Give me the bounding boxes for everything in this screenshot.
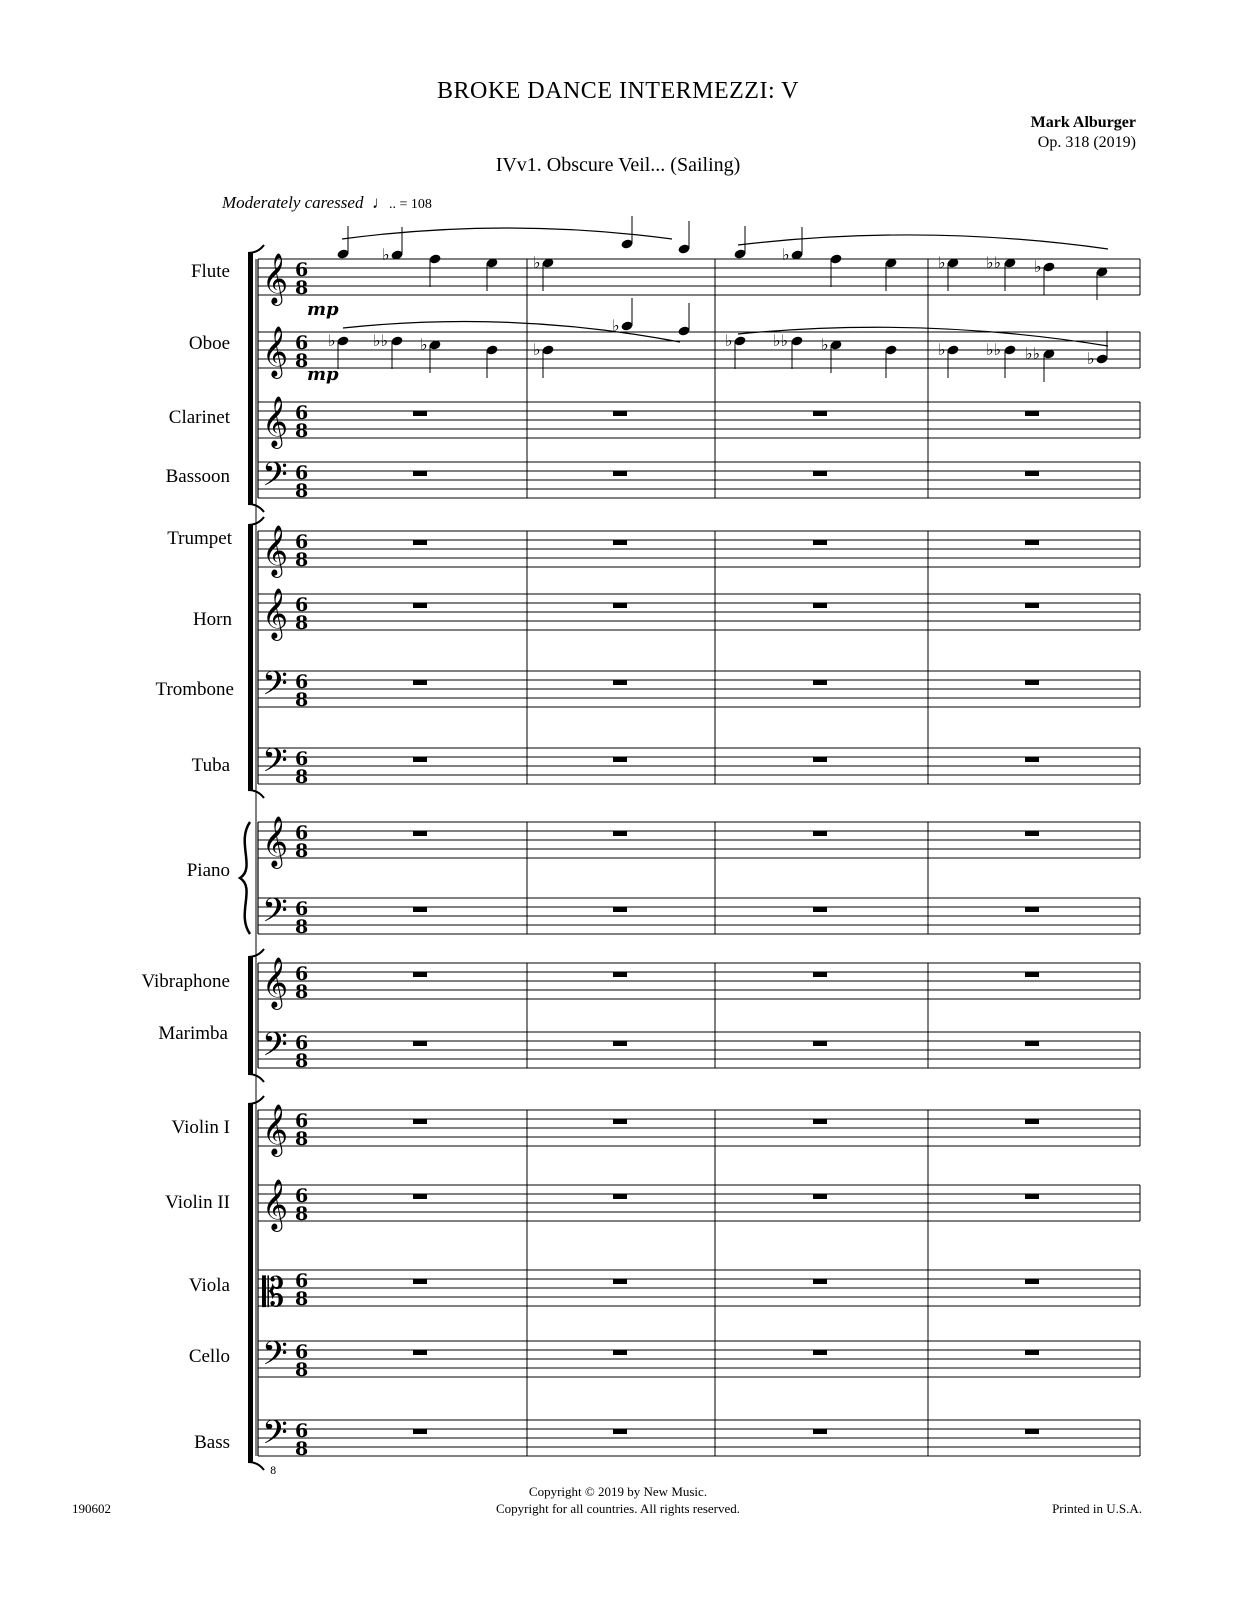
- time-signature-denominator: 8: [295, 916, 309, 938]
- whole-rest: [613, 471, 627, 476]
- instrument-label-marimba: Marimba: [158, 1023, 228, 1044]
- slur: [342, 228, 672, 239]
- whole-rest: [613, 757, 627, 762]
- time-signature-denominator: 8: [295, 420, 309, 442]
- whole-rest: [613, 1119, 627, 1124]
- time-signature-numerator: 6: [295, 1032, 309, 1054]
- whole-rest: [613, 1194, 627, 1199]
- flat-accidental-icon: ♭: [382, 245, 390, 264]
- treble-clef-icon: 𝄞: [262, 957, 289, 1008]
- whole-rest: [813, 680, 827, 685]
- whole-rest: [413, 907, 427, 912]
- time-signature-numerator: 6: [295, 332, 309, 354]
- bracket-hook: [248, 245, 264, 253]
- instrument-label-vibraphone: Vibraphone: [141, 971, 230, 992]
- bracket: [248, 253, 253, 504]
- bracket: [248, 1104, 253, 1462]
- whole-rest: [1025, 907, 1039, 912]
- bass-clef-icon: 𝄢: [262, 456, 288, 502]
- whole-rest: [813, 1279, 827, 1284]
- treble-clef-icon: 𝄞: [262, 525, 289, 576]
- instrument-label-clarinet: Clarinet: [168, 407, 230, 428]
- whole-rest: [613, 1041, 627, 1046]
- flat-accidental-icon: ♭: [612, 316, 620, 335]
- instrument-label-piano: Piano: [186, 860, 230, 881]
- instrument-label-trumpet: Trumpet: [167, 528, 232, 549]
- whole-rest: [413, 471, 427, 476]
- whole-rest: [413, 603, 427, 608]
- time-signature-denominator: 8: [295, 612, 309, 634]
- whole-rest: [1025, 1194, 1039, 1199]
- time-signature-denominator: 8: [295, 350, 309, 372]
- time-signature-denominator: 8: [295, 480, 309, 502]
- whole-rest: [413, 680, 427, 685]
- time-signature-numerator: 6: [295, 1420, 309, 1442]
- time-signature-numerator: 6: [295, 531, 309, 553]
- whole-rest: [1025, 411, 1039, 416]
- time-signature-numerator: 6: [295, 1185, 309, 1207]
- time-signature-numerator: 6: [295, 1110, 309, 1132]
- flat-accidental-icon: ♭♭: [986, 253, 1002, 272]
- whole-rest: [413, 831, 427, 836]
- whole-rest: [613, 540, 627, 545]
- treble-clef-icon: 𝄞: [262, 1179, 289, 1230]
- whole-rest: [813, 757, 827, 762]
- flute-dynamic: mp: [307, 299, 339, 320]
- whole-rest: [413, 1350, 427, 1355]
- time-signature-numerator: 6: [295, 402, 309, 424]
- flat-accidental-icon: ♭: [821, 335, 829, 354]
- time-signature-denominator: 8: [295, 1438, 309, 1460]
- treble-clef-icon: 𝄞: [262, 1104, 289, 1155]
- flat-accidental-icon: ♭♭: [373, 331, 389, 350]
- instrument-label-viola: Viola: [188, 1275, 230, 1296]
- instrument-label-bass: Bass: [194, 1432, 230, 1453]
- instrument-label-oboe: Oboe: [188, 333, 230, 354]
- flat-accidental-icon: ♭: [1034, 257, 1042, 276]
- whole-rest: [613, 907, 627, 912]
- whole-rest: [413, 1041, 427, 1046]
- whole-rest: [813, 1194, 827, 1199]
- flat-accidental-icon: ♭: [938, 340, 946, 359]
- bracket: [248, 957, 253, 1074]
- whole-rest: [413, 1429, 427, 1434]
- treble-clef-icon: 𝄞: [262, 396, 289, 447]
- instrument-label-bassoon: Bassoon: [165, 466, 230, 487]
- whole-rest: [1025, 831, 1039, 836]
- time-signature-denominator: 8: [295, 1128, 309, 1150]
- octave-marker: 8: [270, 1466, 277, 1477]
- whole-rest: [813, 1429, 827, 1434]
- whole-rest: [813, 603, 827, 608]
- whole-rest: [813, 540, 827, 545]
- instrument-label-cello: Cello: [188, 1346, 230, 1367]
- flat-accidental-icon: ♭♭: [1025, 344, 1041, 363]
- page-title: BROKE DANCE INTERMEZZI: V: [436, 78, 800, 104]
- treble-clef-icon: 𝄞: [262, 816, 289, 867]
- whole-rest: [613, 1350, 627, 1355]
- whole-rest: [613, 831, 627, 836]
- copyright-line-2: Copyright for all countries. All rights reserved.: [495, 1501, 741, 1516]
- time-signature-numerator: 6: [295, 462, 309, 484]
- whole-rest: [613, 1279, 627, 1284]
- whole-rest: [813, 1350, 827, 1355]
- whole-rest: [813, 972, 827, 977]
- bass-clef-icon: 𝄢: [262, 665, 288, 711]
- oboe-dynamic: mp: [307, 364, 339, 385]
- instrument-label-violin-2: Violin II: [165, 1192, 230, 1213]
- flat-accidental-icon: ♭: [328, 331, 336, 350]
- time-signature-numerator: 6: [295, 748, 309, 770]
- bass8-clef-icon: 𝄢: [262, 1414, 288, 1460]
- whole-rest: [613, 680, 627, 685]
- bass-clef-icon: 𝄢: [262, 1335, 288, 1381]
- treble-clef-icon: 𝄞: [262, 326, 289, 377]
- time-signature-denominator: 8: [295, 689, 309, 711]
- time-signature-denominator: 8: [295, 277, 309, 299]
- alto-clef-icon: 𝄡: [262, 1270, 285, 1316]
- whole-rest: [813, 411, 827, 416]
- printed-in: Printed in U.S.A.: [1052, 1501, 1142, 1516]
- flat-accidental-icon: ♭: [725, 331, 733, 350]
- time-signature-denominator: 8: [295, 981, 309, 1003]
- slur: [738, 235, 1108, 249]
- whole-rest: [1025, 603, 1039, 608]
- time-signature-numerator: 6: [295, 1270, 309, 1292]
- flat-accidental-icon: ♭: [420, 335, 428, 354]
- whole-rest: [413, 972, 427, 977]
- time-signature-numerator: 6: [295, 1341, 309, 1363]
- time-signature-numerator: 6: [295, 259, 309, 281]
- bass-clef-icon: 𝄢: [262, 1026, 288, 1072]
- treble-clef-icon: 𝄞: [262, 588, 289, 639]
- whole-rest: [1025, 1429, 1039, 1434]
- catalog-number: 190602: [72, 1501, 111, 1516]
- time-signature-denominator: 8: [295, 1050, 309, 1072]
- whole-rest: [1025, 471, 1039, 476]
- whole-rest: [1025, 1119, 1039, 1124]
- whole-rest: [1025, 757, 1039, 762]
- instrument-label-flute: Flute: [190, 261, 230, 282]
- whole-rest: [1025, 1041, 1039, 1046]
- time-signature-numerator: 6: [295, 594, 309, 616]
- time-signature-denominator: 8: [295, 549, 309, 571]
- time-signature-denominator: 8: [295, 1203, 309, 1225]
- instrument-label-horn: Horn: [192, 609, 232, 630]
- tempo-text: Moderately caressed: [222, 193, 364, 212]
- whole-rest: [1025, 540, 1039, 545]
- flat-accidental-icon: ♭: [782, 245, 790, 264]
- whole-rest: [813, 471, 827, 476]
- bass-clef-icon: 𝄢: [262, 742, 288, 788]
- time-signature-numerator: 6: [295, 822, 309, 844]
- tempo-value: .. = 108: [388, 197, 432, 212]
- whole-rest: [413, 757, 427, 762]
- instrument-label-tuba: Tuba: [191, 755, 230, 776]
- bass-clef-icon: 𝄢: [262, 892, 288, 938]
- opus-number: Op. 318 (2019): [1037, 134, 1136, 151]
- bracket-hook: [248, 1462, 264, 1470]
- time-signature-denominator: 8: [295, 1288, 309, 1310]
- whole-rest: [1025, 1350, 1039, 1355]
- whole-rest: [413, 411, 427, 416]
- whole-rest: [813, 1119, 827, 1124]
- treble-clef-icon: 𝄞: [262, 253, 289, 304]
- composer-name: Mark Alburger: [1030, 114, 1136, 131]
- whole-rest: [813, 831, 827, 836]
- piano-brace: [240, 822, 250, 934]
- whole-rest: [413, 540, 427, 545]
- flat-accidental-icon: ♭♭: [986, 340, 1002, 359]
- whole-rest: [613, 972, 627, 977]
- instrument-label-violin-1: Violin I: [171, 1117, 230, 1138]
- time-signature-numerator: 6: [295, 898, 309, 920]
- flat-accidental-icon: ♭♭: [773, 331, 789, 350]
- time-signature-denominator: 8: [295, 766, 309, 788]
- instrument-label-trombone: Trombone: [155, 679, 234, 700]
- quarter-note-icon: ♩: [367, 193, 389, 212]
- whole-rest: [1025, 1279, 1039, 1284]
- flat-accidental-icon: ♭: [938, 253, 946, 272]
- time-signature-denominator: 8: [295, 1359, 309, 1381]
- whole-rest: [413, 1279, 427, 1284]
- time-signature-numerator: 6: [295, 963, 309, 985]
- bracket: [248, 525, 253, 790]
- whole-rest: [613, 1429, 627, 1434]
- movement-title: IVv1. Obscure Veil... (Sailing): [495, 154, 741, 176]
- whole-rest: [413, 1119, 427, 1124]
- whole-rest: [1025, 680, 1039, 685]
- time-signature-numerator: 6: [295, 671, 309, 693]
- whole-rest: [813, 1041, 827, 1046]
- copyright-line-1: Copyright © 2019 by New Music.: [528, 1484, 708, 1499]
- whole-rest: [613, 411, 627, 416]
- whole-rest: [1025, 972, 1039, 977]
- flat-accidental-icon: ♭: [533, 253, 541, 272]
- flat-accidental-icon: ♭: [533, 340, 541, 359]
- time-signature-denominator: 8: [295, 840, 309, 862]
- whole-rest: [413, 1194, 427, 1199]
- whole-rest: [613, 603, 627, 608]
- whole-rest: [813, 907, 827, 912]
- flat-accidental-icon: ♭: [1087, 349, 1095, 368]
